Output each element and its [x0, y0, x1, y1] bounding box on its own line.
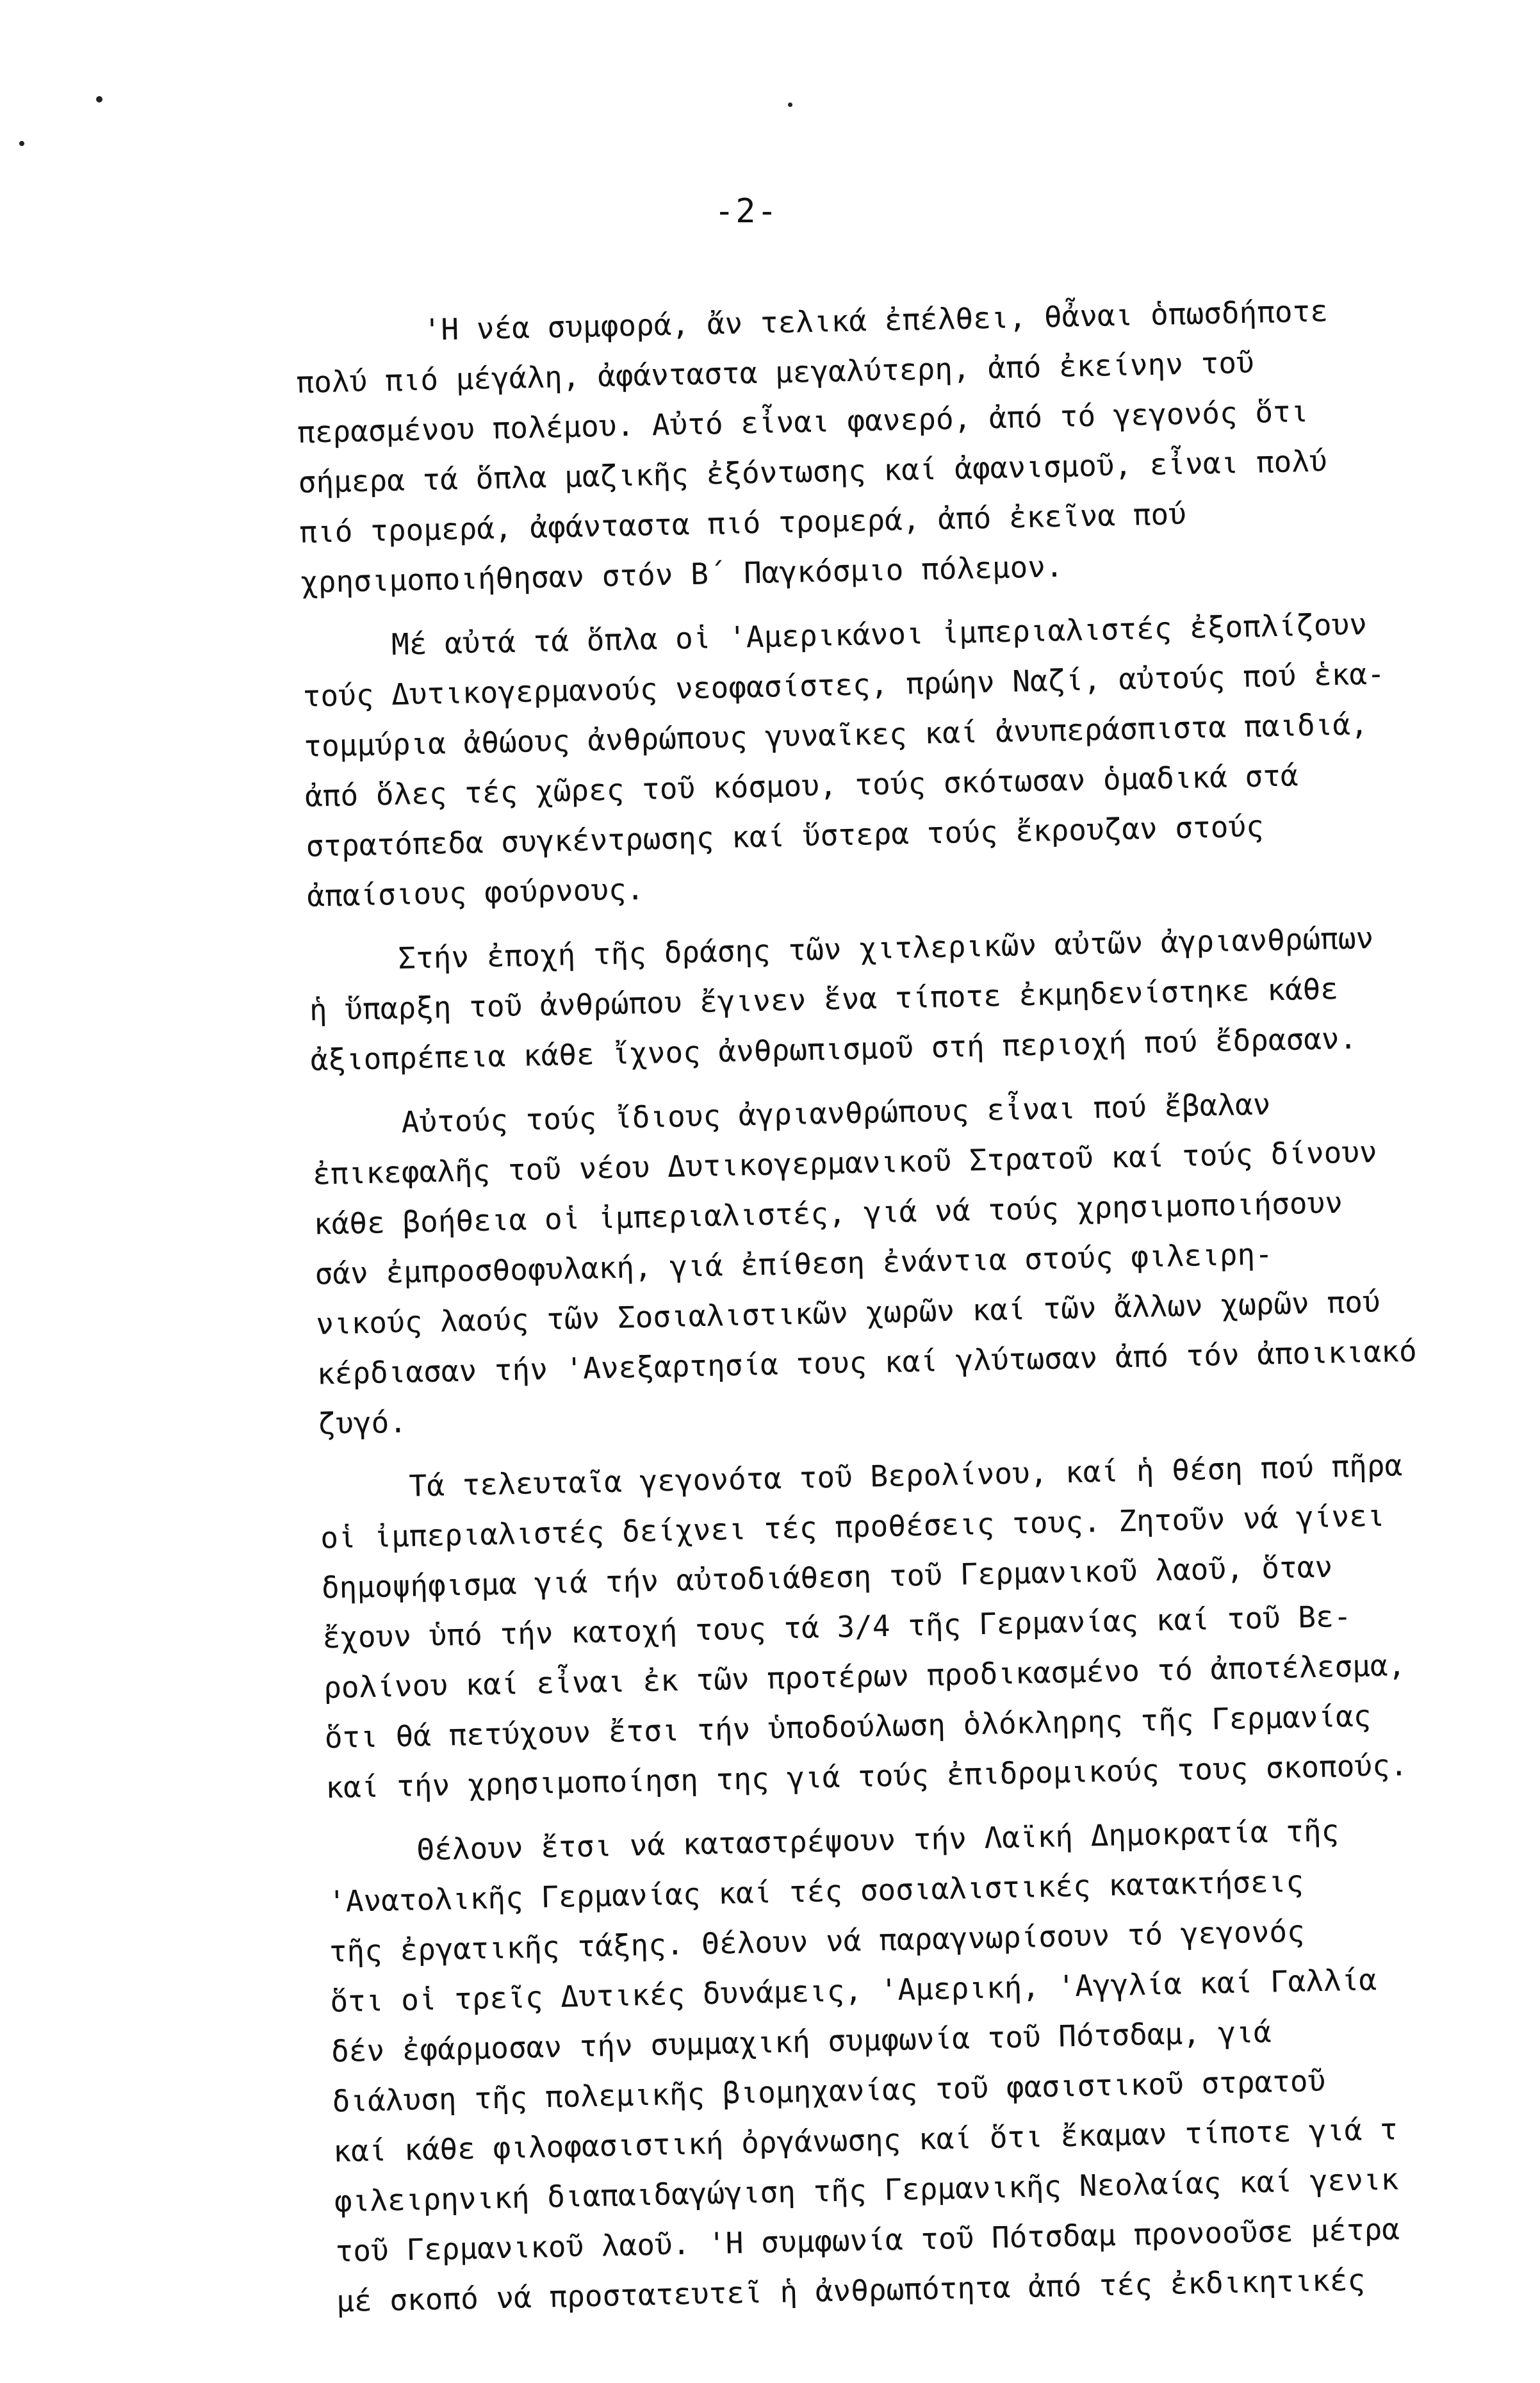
text-line: 'Η νέα συμφορά, ἄν τελικά ἐπέλθει, θἆναι ὁπωσδήποτε — [423, 293, 1329, 347]
paragraph-4 — [311, 1073, 1540, 1448]
text-line: μέ σκοπό νά προστατευτεῖ ἡ ἀνθρωπότητα ἀπό τές ἐκδικητικές — [336, 2262, 1366, 2319]
text-line: 'Ανατολικῆς Γερμανίας καί τές σοσιαλιστικές κατακτήσεις — [327, 1863, 1304, 1919]
page-number: -2- — [714, 192, 778, 231]
text-line: περασμένου πολέμου. Αὐτό εἶναι φανερό, ἀπό τό γεγονός ὅτι — [297, 393, 1309, 450]
text-line: ἔχουν ὑπό τήν κατοχή τους τά 3/4 τῆς Γερμανίας καί τοῦ Βε- — [322, 1598, 1352, 1655]
paragraph-2 — [301, 595, 1540, 921]
paragraph-1 — [295, 282, 1537, 607]
text-line: νικούς λαούς τῶν Σοσιαλιστικῶν χωρῶν καί τῶν ἄλλων χωρῶν πού — [315, 1284, 1381, 1341]
text-line: διάλυση τῆς πολεμικῆς βιομηχανίας τοῦ φασιστικοῦ στρατοῦ — [332, 2063, 1326, 2119]
scan-speck — [96, 96, 102, 102]
text-line: ἀπό ὅλες τές χῶρες τοῦ κόσμου, τούς σκότωσαν ὁμαδικά στά — [304, 758, 1299, 814]
scan-speck — [788, 102, 792, 107]
text-line: φιλειρηνική διαπαιδαγώγιση τῆς Γερμανικῆς Νεολαίας καί γενικ — [334, 2161, 1399, 2219]
text-line: τομμύρια ἀθώους ἀνθρώπους γυναῖκες καί ἀνυπεράσπιστα παιδιά, — [303, 707, 1369, 764]
text-line: Στήν ἐποχή τῆς δράσης τῶν χιτλερικῶν αὐτῶν ἀγριανθρώπων — [397, 920, 1374, 976]
text-line: Μέ αὐτά τά ὅπλα οἱ 'Αμερικάνοι ἰμπεριαλιστές ἐξοπλίζουν — [391, 607, 1368, 662]
text-line: δέν ἐφάρμοσαν τήν συμμαχική συμφωνία τοῦ Πότσδαμ, γιά — [331, 2014, 1272, 2069]
text-line: καί τήν χρησιμοποίηση της γιά τούς ἐπιδρομικούς τους σκοπούς. — [325, 1748, 1408, 1805]
text-line: δημοψήφισμα γιά τήν αὐτοδιάθεση τοῦ Γερμανικοῦ λαοῦ, ὅταν — [321, 1549, 1333, 1605]
scan-speck — [19, 141, 24, 146]
text-line: τῆς ἐργατικῆς τάξης. Θέλουν νά παραγνωρίσουν τό γεγονός — [329, 1913, 1306, 1969]
text-line: κάθε βοήθεια οἱ ἰμπεριαλιστές, γιά νά τούς χρησιμοποιήσουν — [313, 1185, 1343, 1241]
text-line: χρησιμοποιήθησαν στόν Β΄ Παγκόσμιο πόλεμον. — [300, 548, 1064, 600]
text-line: ἡ ὕπαρξη τοῦ ἀνθρώπου ἔγινεν ἕνα τίποτε ἐκμηδενίστηκε κάθε — [309, 971, 1339, 1028]
text-line: στρατόπεδα συγκέντρωσης καί ὕστερα τούς ἔκρουζαν στούς — [306, 808, 1265, 864]
paragraph-6 — [327, 1801, 1540, 2326]
text-line: πιό τρομερά, ἀφάνταστα πιό τρομερά, ἀπό ἐκεῖνα πού — [299, 496, 1187, 550]
text-line: ἐπικεφαλῆς τοῦ νέου Δυτικογερμανικοῦ Στρατοῦ καί τούς δίνουν — [312, 1134, 1378, 1192]
paragraph-5 — [319, 1437, 1540, 1812]
text-line: Θέλουν ἔτσι νά καταστρέψουν τήν Λαϊκή Δημοκρατία τῆς — [416, 1813, 1339, 1867]
text-line: καί κάθε φιλοφασιστική ὀργάνωσης καί ὅτι ἔκαμαν τίποτε γιά τ — [332, 2111, 1398, 2169]
document-body — [295, 282, 1540, 2327]
text-line: κέρδιασαν τήν 'Ανεξαρτησία τους καί γλύτωσαν ἀπό τόν ἀποικιακό — [316, 1333, 1418, 1391]
text-line: ρολίνου καί εἶναι ἐκ τῶν προτέρων προδικασμένο τό ἀποτέλεσμα, — [323, 1648, 1406, 1705]
text-line: πολύ πιό μέγάλη, ἀφάνταστα μεγαλύτερη, ἀπό ἐκείνην τοῦ — [295, 345, 1255, 400]
text-line: οἱ ἰμπεριαλιστές δείχνει τές προθέσεις τους. Ζητοῦν νά γίνει — [320, 1498, 1386, 1555]
text-line: σάν ἐμπροσθοφυλακή, γιά ἐπίθεση ἐνάντια στούς φιλειρη- — [315, 1236, 1274, 1291]
text-line: τούς Δυτικογερμανούς νεοφασίστες, πρώην Ναζί, αὐτούς πού ἑκα- — [302, 656, 1386, 714]
text-line: τοῦ Γερμανικοῦ λαοῦ. 'Η συμφωνία τοῦ Πότσδαμ προνοοῦσε μέτρα — [334, 2211, 1400, 2269]
text-line: ὅτι οἱ τρεῖς Δυτικές δυνάμεις, 'Αμερική, 'Αγγλία καί Γαλλία — [329, 1962, 1377, 2019]
text-line: ἀξιοπρέπεια κάθε ἴχνος ἀνθρωπισμοῦ στή περιοχή πού ἔδρασαν. — [310, 1020, 1357, 1077]
text-line: σήμερα τά ὅπλα μαζικῆς ἐξόντωσης καί ἀφανισμοῦ, εἶναι πολύ — [298, 443, 1328, 500]
text-line: ὅτι θά πετύχουν ἔτσι τήν ὑποδούλωση ὁλόκληρης τῆς Γερμανίας — [324, 1698, 1372, 1755]
text-line: ζυγό. — [317, 1404, 407, 1441]
text-line: Τά τελευταῖα γεγονότα τοῦ Βερολίνου, καί ἡ θέση πού πῆρα — [409, 1448, 1403, 1503]
text-line: ἀπαίσιους φούρνους. — [306, 871, 644, 913]
paragraph-3 — [308, 909, 1540, 1085]
text-line: Αὐτούς τούς ἴδιους ἀγριανθρώπους εἶναι πού ἔβαλαν — [401, 1086, 1271, 1140]
